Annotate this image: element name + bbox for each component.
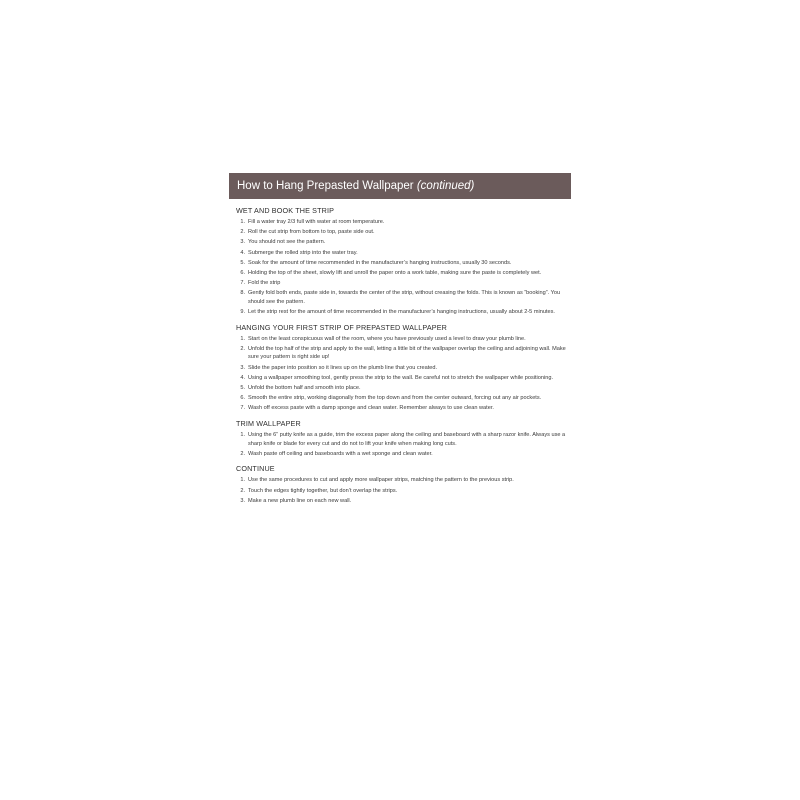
section-hanging-your-first-strip-of-prepasted-wallpaper <box>236 323 567 413</box>
step-number: 3. <box>240 239 245 246</box>
step-number: 4. <box>240 374 245 381</box>
step-text: Using a wallpaper smoothing tool, gently press the strip to the wall. Be careful not to stretch the wallpaper while positioning. <box>248 374 554 381</box>
step-item <box>236 394 567 403</box>
step-text: Submerge the rolled strip into the water tray. <box>248 249 358 256</box>
steps-list <box>236 476 567 505</box>
step-item <box>236 259 567 268</box>
step-text: Roll the cut strip from bottom to top, paste side out. <box>248 229 375 236</box>
step-number: 7. <box>240 405 245 412</box>
step-text: Unfold the top half of the strip and apply to the wall, letting a little bit of the wallpaper overlap the ceiling and adjoining wall. Make sure your pattern is right side up! <box>248 345 566 361</box>
step-number: 8. <box>240 290 245 297</box>
step-item <box>236 374 567 383</box>
step-text: Wash paste off ceiling and baseboards with a wet sponge and clean water. <box>248 450 433 457</box>
step-number: 1. <box>240 477 245 484</box>
step-text: Using the 6” putty knife as a guide, trim the excess paper along the ceiling and baseboard with a sharp razor knife. Always use a sharp knife or blade for every cut and do not to lift your knife when making long cuts. <box>248 432 566 447</box>
step-number: 6. <box>240 395 245 402</box>
step-text: Make a new plumb line on each new wall. <box>248 497 352 504</box>
step-item <box>236 384 567 393</box>
step-number: 5. <box>240 259 245 266</box>
step-number: 2. <box>240 487 245 494</box>
instructions-content <box>229 206 571 505</box>
step-item <box>236 497 567 506</box>
step-text: Soak for the amount of time recommended in the manufacturer’s hanging instructions, usually 30 seconds. <box>248 259 512 266</box>
section-wet-and-book-the-strip <box>236 206 567 317</box>
step-item <box>236 431 567 448</box>
step-item <box>236 487 567 496</box>
step-text: Slide the paper into position so it lines up on the plumb line that you created. <box>248 364 438 371</box>
step-item <box>236 249 567 258</box>
step-text: Fold the strip <box>248 280 281 287</box>
step-number: 5. <box>240 385 245 392</box>
step-text: Smooth the entire strip, working diagonally from the top down and from the center outward, forcing out any air pockets. <box>248 395 542 402</box>
step-item <box>236 238 567 247</box>
section-heading: CONTINUE <box>236 464 275 474</box>
step-item <box>236 308 567 317</box>
step-item <box>236 289 567 306</box>
step-text: Unfold the bottom half and smooth into place. <box>248 385 361 392</box>
step-text: Wash off excess paste with a damp sponge and clean water. Remember always to use clean water. <box>248 405 494 412</box>
steps-list <box>236 431 567 458</box>
step-number: 3. <box>240 497 245 504</box>
step-number: 2. <box>240 229 245 236</box>
step-number: 1. <box>240 335 245 342</box>
step-text: Let the strip rest for the amount of time recommended in the manufacturer’s hanging instructions, usually about 2-5 minutes. <box>248 309 555 316</box>
step-item <box>236 345 567 362</box>
instruction-sheet <box>229 173 571 507</box>
step-number: 7. <box>240 280 245 287</box>
step-text: Touch the edges tightly together, but don’t overlap the strips. <box>248 487 398 494</box>
step-text: Use the same procedures to cut and apply more wallpaper strips, matching the pattern to the previous strip. <box>248 477 514 484</box>
step-text: Holding the top of the sheet, slowly lift and unroll the paper onto a work table, making sure the paste is completely wet. <box>248 269 542 276</box>
step-number: 6. <box>240 269 245 276</box>
step-item <box>236 476 567 485</box>
step-number: 2. <box>240 450 245 457</box>
section-heading: WET AND BOOK THE STRIP <box>236 206 335 215</box>
header-bar <box>229 173 571 199</box>
step-text: Fill a water tray 2/3 full with water at room temperature. <box>248 219 385 225</box>
step-number: 1. <box>240 432 245 438</box>
page-title-suffix: (continued) <box>416 180 475 192</box>
step-text: You should not see the pattern. <box>248 239 326 246</box>
step-item <box>236 335 567 344</box>
step-item <box>236 228 567 237</box>
step-number: 2. <box>240 345 245 352</box>
step-item <box>236 218 567 227</box>
step-item <box>236 269 567 278</box>
steps-list <box>236 335 567 413</box>
step-item <box>236 279 567 288</box>
section-trim-wallpaper <box>236 419 567 458</box>
step-text: Start on the least conspicuous wall of the room, where you have previously used a level to draw your plumb line. <box>248 335 526 342</box>
step-item <box>236 364 567 373</box>
step-item <box>236 450 567 459</box>
page-title: How to Hang Prepasted Wallpaper <box>237 180 414 192</box>
step-text: Gently fold both ends, paste side in, towards the center of the strip, without creasing the folds. This is known as “booking”. You should see the pattern. <box>248 290 561 305</box>
step-number: 1. <box>240 219 245 225</box>
step-number: 4. <box>240 249 245 256</box>
section-continue <box>236 464 567 505</box>
section-heading: TRIM WALLPAPER <box>236 419 301 428</box>
step-item <box>236 404 567 413</box>
steps-list <box>236 218 567 317</box>
step-number: 3. <box>240 364 245 371</box>
step-number: 9. <box>240 309 245 316</box>
section-heading: HANGING YOUR FIRST STRIP OF PREPASTED WALLPAPER <box>236 322 447 332</box>
